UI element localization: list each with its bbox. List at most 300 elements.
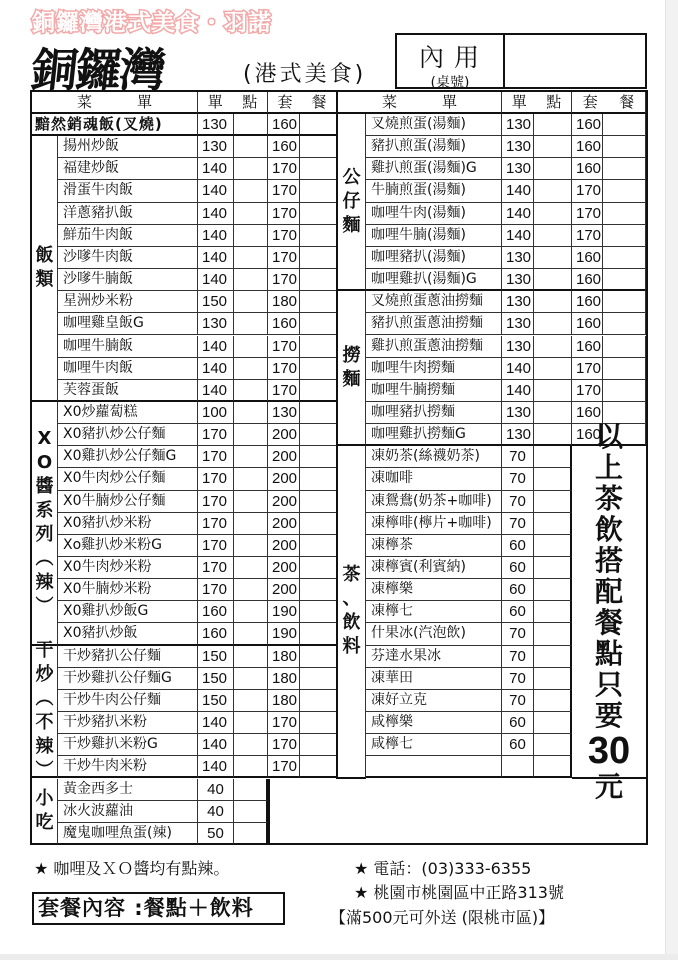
menu-item-name: 凍奶茶(絲襪奶茶) — [366, 446, 502, 468]
menu-item-name: 咖哩牛腩飯 — [58, 336, 198, 358]
category-label-char: 茶 — [342, 564, 361, 586]
menu-item-name: X0炒蘿蔔糕 — [58, 402, 198, 424]
set-qty-cell[interactable] — [300, 358, 338, 380]
menu-item-name: 咖哩牛肉撈麵 — [366, 358, 502, 380]
menu-item-name: 咖哩牛肉飯 — [58, 358, 198, 380]
single-qty-cell[interactable] — [234, 668, 268, 690]
menu-item-single-price: 140 — [502, 180, 534, 202]
menu-item-name: 凍好立克 — [366, 690, 502, 712]
right-category-2 — [338, 446, 366, 778]
menu-item-set-price: 160 — [268, 136, 300, 158]
category-label-char: O — [36, 451, 53, 473]
single-qty-cell[interactable] — [234, 513, 268, 535]
page-bottom — [0, 954, 678, 960]
menu-item-single-price: 100 — [198, 402, 234, 424]
single-qty-cell[interactable] — [234, 756, 268, 778]
promo-char: 只 — [594, 667, 623, 701]
menu-item-set-price: 160 — [572, 313, 603, 335]
header-single-char: 單 — [511, 93, 527, 111]
set-qty-cell[interactable] — [300, 446, 338, 468]
single-qty-cell[interactable] — [234, 336, 268, 358]
menu-item-single-price: 140 — [198, 358, 234, 380]
promo-banner: 銅鑼灣港式美食・羽諾 — [32, 10, 272, 36]
single-qty-cell[interactable] — [234, 491, 268, 513]
table-number-field[interactable] — [505, 35, 645, 87]
set-qty-cell[interactable] — [603, 336, 646, 358]
single-qty-cell[interactable] — [234, 535, 268, 557]
single-qty-cell[interactable] — [534, 136, 572, 158]
menu-item-single-price: 60 — [502, 579, 534, 601]
menu-item-set-price: 170 — [572, 203, 603, 225]
menu-item-name: 咸檸樂 — [366, 712, 502, 734]
menu-item-set-price: 200 — [268, 446, 300, 468]
single-qty-cell[interactable] — [234, 779, 268, 801]
category-label-char: X — [37, 427, 52, 449]
menu-item-name: Xo雞扒炒米粉G — [58, 535, 198, 557]
single-qty-cell[interactable] — [234, 180, 268, 202]
menu-item-single-price: 140 — [502, 203, 534, 225]
category-label-char: 辣 — [35, 571, 54, 593]
menu-item-single-price: 140 — [198, 336, 234, 358]
single-qty-cell[interactable] — [534, 468, 572, 490]
set-qty-cell[interactable] — [603, 158, 646, 180]
category-label-char: 類 — [35, 269, 54, 291]
single-qty-cell[interactable] — [234, 446, 268, 468]
set-qty-cell[interactable] — [603, 247, 646, 269]
promo-char: 餐 — [594, 605, 623, 639]
menu-item-set-price: 190 — [268, 623, 300, 645]
menu-item-set-price: 180 — [268, 291, 300, 313]
menu-item-name: 凍鴛鴦(奶茶+咖啡) — [366, 491, 502, 513]
set-qty-cell[interactable] — [603, 269, 646, 291]
menu-item-set-price: 170 — [572, 225, 603, 247]
menu-item-name: X0牛肉炒公仔麵 — [58, 468, 198, 490]
menu-item-single-price: 150 — [198, 690, 234, 712]
menu-item-set-price: 200 — [268, 579, 300, 601]
header-single-char: 單 — [207, 93, 223, 111]
left-category-1 — [32, 402, 58, 646]
single-qty-cell[interactable] — [534, 180, 572, 202]
menu-item-single-price: 130 — [502, 247, 534, 269]
menu-item-single-price: 60 — [502, 734, 534, 756]
menu-item-name: 凍檸七 — [366, 601, 502, 623]
single-qty-cell[interactable] — [234, 291, 268, 313]
single-qty-cell[interactable] — [534, 491, 572, 513]
menu-item-set-price: 160 — [572, 269, 603, 291]
set-qty-cell[interactable] — [300, 180, 338, 202]
right-header-single — [502, 92, 572, 114]
set-qty-cell[interactable] — [603, 180, 646, 202]
single-qty-cell[interactable] — [534, 336, 572, 358]
menu-item-set-price: 200 — [268, 491, 300, 513]
menu-item-set-price: 180 — [268, 646, 300, 668]
menu-item-single-price: 60 — [502, 535, 534, 557]
menu-item-single-price: 130 — [198, 136, 234, 158]
menu-item-name: 沙嗲牛肉飯 — [58, 247, 198, 269]
single-qty-cell[interactable] — [234, 380, 268, 402]
single-qty-cell[interactable] — [534, 424, 572, 446]
single-qty-cell[interactable] — [534, 557, 572, 579]
single-qty-cell[interactable] — [534, 756, 572, 778]
set-qty-cell[interactable] — [300, 225, 338, 247]
menu-item-single-price: 140 — [198, 158, 234, 180]
set-qty-cell[interactable] — [603, 225, 646, 247]
menu-item-set-price: 170 — [268, 180, 300, 202]
menu-item-set-price: 200 — [268, 535, 300, 557]
single-qty-cell[interactable] — [234, 801, 268, 823]
category-label-char: 仔 — [342, 190, 361, 212]
menu-item-set-price: 160 — [572, 136, 603, 158]
category-label-char: 列 — [35, 523, 54, 545]
single-qty-cell[interactable] — [534, 690, 572, 712]
menu-item-single-price: 170 — [198, 468, 234, 490]
menu-item-single-price: 130 — [502, 402, 534, 424]
single-qty-cell[interactable] — [534, 646, 572, 668]
set-qty-cell[interactable] — [300, 247, 338, 269]
single-qty-cell[interactable] — [234, 313, 268, 335]
left-header-item — [32, 92, 198, 114]
set-qty-cell[interactable] — [300, 491, 338, 513]
single-qty-cell[interactable] — [234, 712, 268, 734]
menu-item-name: 咖哩豬扒撈麵 — [366, 402, 502, 424]
menu-item-single-price: 130 — [502, 136, 534, 158]
single-qty-cell[interactable] — [234, 579, 268, 601]
menu-item-set-price: 160 — [572, 158, 603, 180]
menu-item-set-price: 170 — [268, 203, 300, 225]
promo-unit: 元 — [594, 769, 623, 803]
single-qty-cell[interactable] — [534, 668, 572, 690]
delivery-note: 【滿500元可外送 (限桃市區)】 — [330, 908, 555, 927]
menu-item-single-price: 70 — [502, 690, 534, 712]
set-qty-cell[interactable] — [300, 114, 338, 136]
set-qty-cell[interactable] — [300, 601, 338, 623]
single-qty-cell[interactable] — [534, 579, 572, 601]
promo-char: 搭 — [594, 543, 623, 577]
single-qty-cell[interactable] — [534, 114, 572, 136]
set-qty-cell[interactable] — [603, 136, 646, 158]
set-qty-cell[interactable] — [603, 358, 646, 380]
menu-item-name: 冰火波蘿油 — [58, 801, 198, 823]
menu-item-single-price: 150 — [198, 668, 234, 690]
menu-item-name: 干炒牛肉公仔麵 — [58, 690, 198, 712]
category-label-char: ︶ — [35, 595, 54, 617]
menu-item-name: 叉燒煎蛋蔥油撈麵 — [366, 291, 502, 313]
single-qty-cell[interactable] — [534, 225, 572, 247]
set-qty-cell[interactable] — [603, 203, 646, 225]
menu-item-set-price: 160 — [572, 291, 603, 313]
menu-item-set-price: 180 — [268, 690, 300, 712]
menu-item-name: 什果冰(汽泡飲) — [366, 623, 502, 645]
dine-in-label: 內用 — [418, 43, 489, 72]
menu-item-name: 芙蓉蛋飯 — [58, 380, 198, 402]
menu-item-name: 凍檸啡(檸片+咖啡) — [366, 513, 502, 535]
single-qty-cell[interactable] — [234, 424, 268, 446]
set-qty-cell[interactable] — [300, 756, 338, 778]
menu-item-single-price: 140 — [198, 734, 234, 756]
menu-item-set-price: 170 — [268, 734, 300, 756]
menu-item-set-price: 170 — [572, 358, 603, 380]
header-set-char: 餐 — [311, 93, 327, 111]
set-qty-cell[interactable] — [300, 513, 338, 535]
menu-item-single-price: 70 — [502, 491, 534, 513]
set-qty-cell[interactable] — [300, 535, 338, 557]
category-label-char: 、 — [342, 588, 361, 610]
category-label-char: ︵ — [35, 688, 54, 710]
category-label-char: 麵 — [342, 368, 361, 390]
menu-item-name: 豬扒煎蛋(湯麵) — [366, 136, 502, 158]
single-qty-cell[interactable] — [234, 247, 268, 269]
single-qty-cell[interactable] — [234, 468, 268, 490]
menu-item-set-price: 130 — [268, 402, 300, 424]
table-number-label: (桌號) — [430, 75, 470, 91]
menu-item-single-price: 140 — [198, 225, 234, 247]
menu-item-name: 牛腩煎蛋(湯麵) — [366, 180, 502, 202]
single-qty-cell[interactable] — [234, 402, 268, 424]
menu-item-single-price: 140 — [198, 380, 234, 402]
set-qty-cell[interactable] — [300, 158, 338, 180]
set-qty-cell[interactable] — [300, 336, 338, 358]
menu-item-name: X0豬扒炒飯 — [58, 623, 198, 645]
category-label-char: 麵 — [342, 214, 361, 236]
menu-item-name: 揚州炒飯 — [58, 136, 198, 158]
menu-item-set-price: 160 — [572, 114, 603, 136]
menu-item-single-price: 60 — [502, 557, 534, 579]
menu-item-name: 凍檸賓(利賓納) — [366, 557, 502, 579]
header-single-char: 點 — [546, 93, 562, 111]
menu-item-single-price: 60 — [502, 601, 534, 623]
single-qty-cell[interactable] — [234, 646, 268, 668]
category-label-char: 吃 — [35, 811, 54, 833]
menu-item-set-price: 160 — [572, 424, 603, 446]
menu-item-name: 咖哩牛腩(湯麵) — [366, 225, 502, 247]
menu-item-single-price: 140 — [502, 225, 534, 247]
menu-item-single-price: 130 — [502, 291, 534, 313]
header-set-char: 餐 — [619, 93, 635, 111]
single-qty-cell[interactable] — [534, 535, 572, 557]
single-qty-cell[interactable] — [234, 690, 268, 712]
menu-item-single-price: 140 — [198, 756, 234, 778]
menu-item-set-price: 170 — [268, 712, 300, 734]
single-qty-cell[interactable] — [534, 712, 572, 734]
menu-item-name: 凍咖啡 — [366, 468, 502, 490]
featured-single-price: 130 — [198, 114, 234, 136]
menu-item-single-price: 140 — [198, 269, 234, 291]
set-qty-cell[interactable] — [300, 424, 338, 446]
set-qty-cell[interactable] — [300, 579, 338, 601]
address: ★ 桃園市桃園區中正路313號 — [354, 883, 564, 902]
menu-item-name: 雞扒煎蛋蔥油撈麵 — [366, 336, 502, 358]
menu-item-set-price: 160 — [572, 336, 603, 358]
menu-item-name: 鮮茄牛肉飯 — [58, 225, 198, 247]
menu-item-name: 咖哩豬扒(湯麵) — [366, 247, 502, 269]
menu-item-set-price: 190 — [268, 601, 300, 623]
single-qty-cell[interactable] — [234, 734, 268, 756]
single-qty-cell[interactable] — [534, 269, 572, 291]
menu-item-single-price: 170 — [198, 557, 234, 579]
single-qty-cell[interactable] — [534, 446, 572, 468]
set-qty-cell[interactable] — [300, 646, 338, 668]
menu-item-set-price: 200 — [268, 468, 300, 490]
single-qty-cell[interactable] — [234, 225, 268, 247]
set-qty-cell[interactable] — [300, 623, 338, 645]
promo-char: 茶 — [594, 481, 623, 515]
menu-item-set-price: 170 — [268, 158, 300, 180]
dine-in-label-cell — [397, 35, 505, 91]
menu-item-single-price: 130 — [502, 158, 534, 180]
set-qty-cell[interactable] — [300, 136, 338, 158]
set-qty-cell[interactable] — [300, 203, 338, 225]
menu-item-single-price: 70 — [502, 668, 534, 690]
menu-item-name: 干炒豬扒米粉 — [58, 712, 198, 734]
single-qty-cell[interactable] — [534, 313, 572, 335]
single-qty-cell[interactable] — [534, 734, 572, 756]
promo-price: 30 — [587, 729, 631, 772]
menu-item-name: X0雞扒炒公仔麵G — [58, 446, 198, 468]
phone-number: ★ 電話：(03)333-6355 — [354, 859, 532, 878]
set-qty-cell[interactable] — [300, 380, 338, 402]
menu-item-name: 豬扒煎蛋蔥油撈麵 — [366, 313, 502, 335]
menu-item-single-price: 140 — [198, 203, 234, 225]
featured-item-name: 黯然銷魂飯(叉燒) — [32, 114, 198, 136]
set-qty-cell[interactable] — [300, 269, 338, 291]
set-qty-cell[interactable] — [300, 712, 338, 734]
promo-char: 配 — [594, 574, 623, 608]
featured-set-price: 160 — [268, 114, 300, 136]
single-qty-cell[interactable] — [534, 358, 572, 380]
page-edge — [665, 0, 678, 960]
menu-item-single-price: 40 — [198, 779, 234, 801]
set-qty-cell[interactable] — [603, 380, 646, 402]
menu-item-set-price: 160 — [268, 313, 300, 335]
menu-item-name: 凍檸茶 — [366, 535, 502, 557]
menu-item-name: 干炒雞扒公仔麵G — [58, 668, 198, 690]
menu-item-name: 干炒雞扒米粉G — [58, 734, 198, 756]
menu-item-single-price: 130 — [502, 313, 534, 335]
menu-item-name: X0牛腩炒公仔麵 — [58, 491, 198, 513]
single-qty-cell[interactable] — [234, 269, 268, 291]
menu-item-single-price: 130 — [198, 313, 234, 335]
menu-item-name — [366, 756, 502, 778]
single-qty-cell[interactable] — [234, 203, 268, 225]
menu-item-single-price: 170 — [198, 424, 234, 446]
single-qty-cell[interactable] — [534, 291, 572, 313]
menu-item-set-price: 170 — [268, 380, 300, 402]
menu-item-name: 黃金西多士 — [58, 779, 198, 801]
category-label-char: 公 — [342, 166, 361, 188]
single-qty-cell[interactable] — [534, 203, 572, 225]
menu-item-single-price: 160 — [198, 601, 234, 623]
set-qty-cell[interactable] — [300, 313, 338, 335]
single-qty-cell[interactable] — [234, 823, 268, 845]
menu-item-name: 咖哩雞扒撈麵G — [366, 424, 502, 446]
category-label-char: 醬 — [35, 475, 54, 497]
menu-item-name: 沙嗲牛腩飯 — [58, 269, 198, 291]
single-qty-cell[interactable] — [534, 513, 572, 535]
single-qty-cell[interactable] — [234, 136, 268, 158]
header-item-label: 菜 單 — [76, 93, 152, 111]
menu-item-name: X0牛腩炒米粉 — [58, 579, 198, 601]
category-label-char: 料 — [342, 636, 361, 658]
menu-item-name: 滑蛋牛肉飯 — [58, 180, 198, 202]
single-qty-cell[interactable] — [534, 601, 572, 623]
menu-item-name: 咖哩雞扒(湯麵)G — [366, 269, 502, 291]
single-qty-cell[interactable] — [234, 623, 268, 645]
single-qty-cell[interactable] — [234, 114, 268, 136]
category-label-char: 辣 — [35, 736, 54, 758]
set-content-box: 套餐內容 :餐點＋飲料 — [32, 892, 285, 925]
right-header-item — [338, 92, 502, 114]
category-label-char: 撈 — [342, 344, 361, 366]
category-label-char: 小 — [35, 787, 54, 809]
set-qty-cell[interactable] — [603, 114, 646, 136]
set-qty-cell[interactable] — [300, 690, 338, 712]
set-qty-cell[interactable] — [300, 557, 338, 579]
menu-item-single-price: 130 — [502, 269, 534, 291]
menu-item-single-price: 170 — [198, 535, 234, 557]
single-qty-cell[interactable] — [534, 247, 572, 269]
menu-item-single-price: 170 — [198, 579, 234, 601]
menu-item-single-price: 150 — [198, 646, 234, 668]
set-qty-cell[interactable] — [300, 291, 338, 313]
set-qty-cell[interactable] — [603, 313, 646, 335]
menu-item-single-price: 60 — [502, 712, 534, 734]
category-label-char: 炒 — [35, 664, 54, 686]
set-qty-cell[interactable] — [300, 734, 338, 756]
left-category-2 — [32, 640, 58, 782]
header-set-char: 套 — [277, 93, 293, 111]
promo-char: 點 — [594, 636, 623, 670]
menu-item-name: 咸檸七 — [366, 734, 502, 756]
menu-item-single-price: 70 — [502, 468, 534, 490]
single-qty-cell[interactable] — [234, 601, 268, 623]
category-label-char: ︵ — [35, 547, 54, 569]
menu-item-single-price: 130 — [502, 424, 534, 446]
menu-item-name: 凍檸樂 — [366, 579, 502, 601]
category-label-char: 飯 — [35, 245, 54, 267]
menu-item-name: 星洲炒米粉 — [58, 291, 198, 313]
set-qty-cell[interactable] — [300, 402, 338, 424]
menu-item-name: 叉燒煎蛋(湯麵) — [366, 114, 502, 136]
menu-item-single-price — [502, 756, 534, 778]
menu-item-set-price: 170 — [268, 336, 300, 358]
set-qty-cell[interactable] — [603, 291, 646, 313]
single-qty-cell[interactable] — [534, 158, 572, 180]
menu-item-set-price: 200 — [268, 424, 300, 446]
single-qty-cell[interactable] — [234, 358, 268, 380]
menu-item-name: 福建炒飯 — [58, 158, 198, 180]
promo-char: 要 — [594, 698, 623, 732]
menu-item-set-price: 170 — [268, 269, 300, 291]
single-qty-cell[interactable] — [234, 557, 268, 579]
menu-item-single-price: 130 — [502, 114, 534, 136]
menu-item-single-price: 130 — [502, 336, 534, 358]
right-header-set — [572, 92, 646, 114]
menu-item-single-price: 70 — [502, 623, 534, 645]
category-label-char: ︶ — [35, 760, 54, 782]
set-qty-cell[interactable] — [300, 668, 338, 690]
set-qty-cell[interactable] — [300, 468, 338, 490]
single-qty-cell[interactable] — [534, 402, 572, 424]
left-header-set — [268, 92, 338, 114]
single-qty-cell[interactable] — [234, 158, 268, 180]
single-qty-cell[interactable] — [534, 623, 572, 645]
menu-item-name: X0雞扒炒飯G — [58, 601, 198, 623]
single-qty-cell[interactable] — [534, 380, 572, 402]
menu-item-name: 雞扒煎蛋(湯麵)G — [366, 158, 502, 180]
menu-item-name: 咖哩牛腩撈麵 — [366, 380, 502, 402]
menu-item-single-price: 150 — [198, 291, 234, 313]
category-label-char: 飲 — [342, 612, 361, 634]
